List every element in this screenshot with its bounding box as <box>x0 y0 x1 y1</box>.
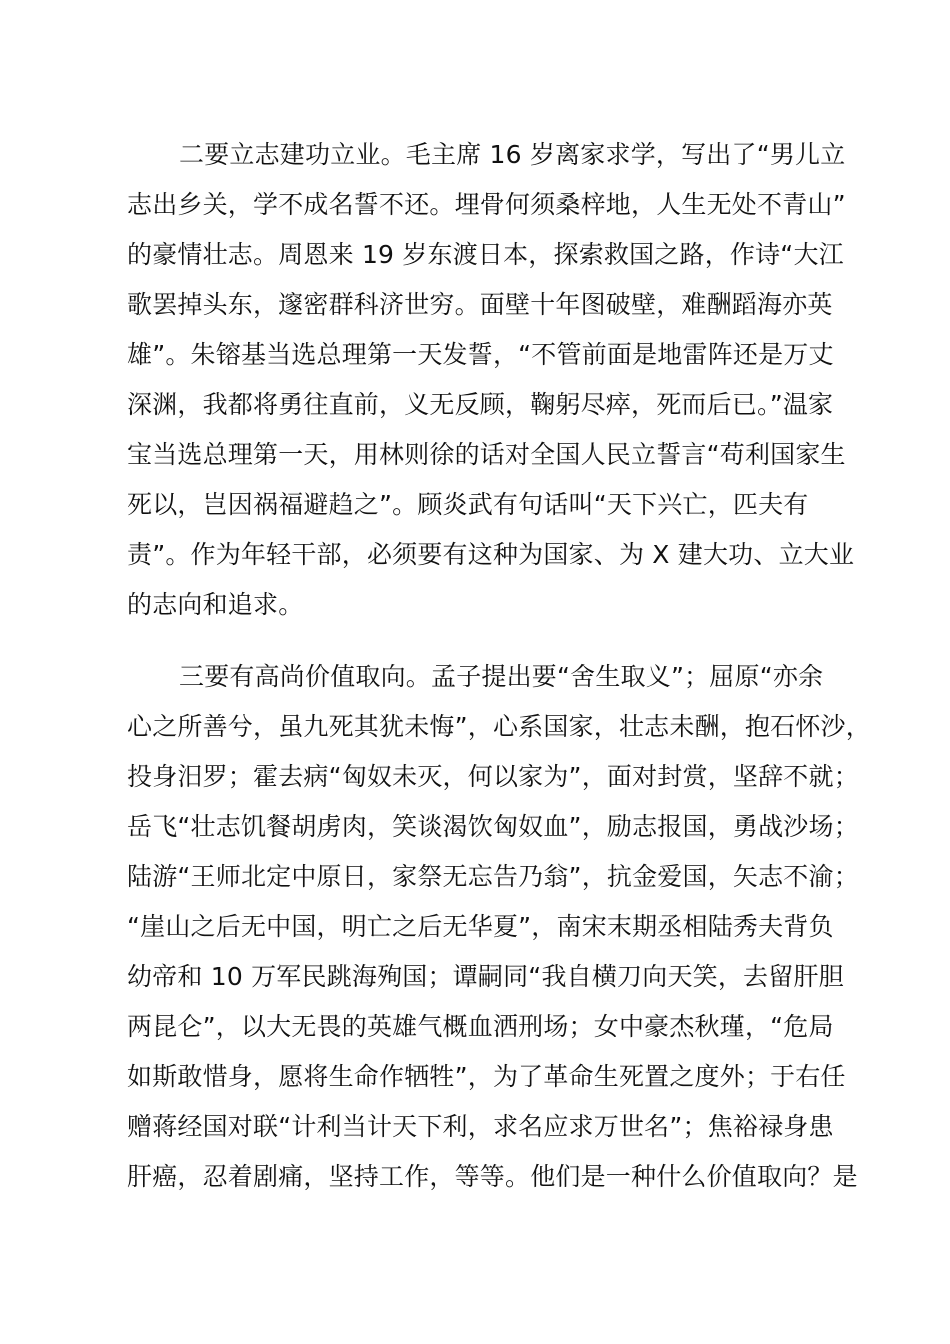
text-line: 陆游“王师北定中原日，家祭无忘告乃翁”，抗金爱国，矢志不渝； <box>127 862 859 891</box>
text-line: 深渊，我都将勇往直前，义无反顾，鞠躬尽瘁，死而后已。”温家 <box>127 390 834 419</box>
text-line: “崖山之后无中国，明亡之后无华夏”，南宋末期丞相陆秀夫背负 <box>127 912 834 941</box>
text-line: 志出乡关，学不成名誓不还。埋骨何须桑梓地，人生无处不青山” <box>127 190 846 219</box>
text-line: 责”。作为年轻干部，必须要有这种为国家、为 X 建大功、立大业 <box>127 540 855 569</box>
text-line: 死以，岂因祸福避趋之”。顾炎武有句话叫“天下兴亡，匹夫有 <box>127 490 809 519</box>
text-line: 二要立志建功立业。毛主席 16 岁离家求学，写出了“男儿立 <box>179 140 846 169</box>
text-line: 雄”。朱镕基当选总理第一天发誓，“不管前面是地雷阵还是万丈 <box>127 340 834 369</box>
text-line: 两昆仑”，以大无畏的英雄气概血洒刑场；女中豪杰秋瑾，“危局 <box>127 1012 834 1041</box>
text-line: 幼帝和 10 万军民跳海殉国；谭嗣同“我自横刀向天笑，去留肝胆 <box>127 962 844 991</box>
text-line: 歌罢掉头东，邃密群科济世穷。面壁十年图破壁，难酬蹈海亦英 <box>127 290 833 319</box>
text-line: 岳飞“壮志饥餐胡虏肉，笑谈渴饮匈奴血”，励志报国，勇战沙场； <box>127 812 859 841</box>
paragraph-ambition <box>127 130 855 630</box>
text-line: 心之所善兮，虽九死其犹未悔”，心系国家，壮志未酬，抱石怀沙， <box>127 712 871 741</box>
text-line: 的豪情壮志。周恩来 19 岁东渡日本，探索救国之路，作诗“大江 <box>127 240 844 269</box>
text-line: 投身汨罗；霍去病“匈奴未灭，何以家为”，面对封赏，坚辞不就； <box>127 762 859 791</box>
text-line: 赠蒋经国对联“计利当计天下利，求名应求万世名”；焦裕禄身患 <box>127 1112 834 1141</box>
text-line: 宝当选总理第一天，用林则徐的话对全国人民立誓言“苟利国家生 <box>127 440 846 469</box>
text-line: 如斯敢惜身，愿将生命作牺牲”，为了革命生死置之度外；于右任 <box>127 1062 846 1091</box>
text-line: 的志向和追求。 <box>127 590 304 619</box>
text-line: 三要有高尚价值取向。孟子提出要“舍生取义”；屈原“亦余 <box>179 662 824 691</box>
text-line: 肝癌，忍着剧痛，坚持工作，等等。他们是一种什么价值取向？是 <box>127 1162 858 1191</box>
paragraph-values <box>127 652 871 1202</box>
